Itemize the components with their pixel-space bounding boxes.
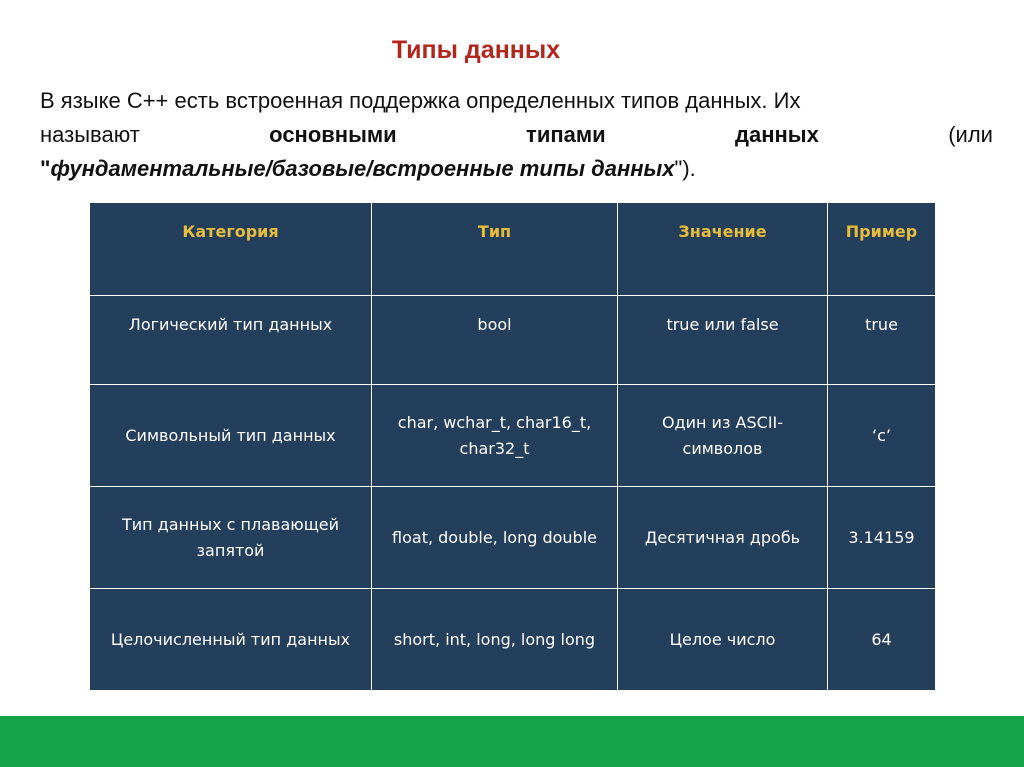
cell-value: Десятичная дробь bbox=[618, 487, 828, 589]
footer-bar bbox=[0, 716, 1024, 767]
cell-category: Тип данных с плавающей запятой bbox=[90, 487, 372, 589]
intro-word-ili: (или bbox=[948, 122, 993, 147]
cell-value: Один из ASCII-символов bbox=[618, 385, 828, 487]
header-example: Пример bbox=[828, 203, 936, 296]
header-type: Тип bbox=[372, 203, 618, 296]
intro-word-tipami: типами bbox=[526, 122, 606, 147]
data-types-table bbox=[89, 202, 936, 691]
intro-line-3 bbox=[40, 152, 993, 186]
header-category: Категория bbox=[90, 203, 372, 296]
cell-type: float, double, long double bbox=[372, 487, 618, 589]
cell-value: Целое число bbox=[618, 589, 828, 691]
cell-value: true или false bbox=[618, 296, 828, 385]
table-header-row bbox=[90, 203, 936, 296]
intro-tail: "). bbox=[674, 156, 696, 181]
cell-example: ‘c’ bbox=[828, 385, 936, 487]
cell-category: Целочисленный тип данных bbox=[90, 589, 372, 691]
slide-title: Типы данных bbox=[391, 36, 561, 64]
cell-example: 64 bbox=[828, 589, 936, 691]
intro-paragraph bbox=[40, 84, 993, 186]
table-row bbox=[90, 589, 936, 691]
intro-line-1: В языке C++ есть встроенная поддержка определенных типов данных. Их bbox=[40, 88, 801, 113]
intro-quote-open: " bbox=[40, 156, 51, 181]
cell-type: char, wchar_t, char16_t, char32_t bbox=[372, 385, 618, 487]
table-row bbox=[90, 385, 936, 487]
header-value: Значение bbox=[618, 203, 828, 296]
cell-category: Символьный тип данных bbox=[90, 385, 372, 487]
intro-word-dannyh: данных bbox=[735, 122, 819, 147]
table-row bbox=[90, 487, 936, 589]
cell-example: 3.14159 bbox=[828, 487, 936, 589]
cell-category: Логический тип данных bbox=[90, 296, 372, 385]
cell-type: bool bbox=[372, 296, 618, 385]
cell-example: true bbox=[828, 296, 936, 385]
intro-word-osnovnymi: основными bbox=[269, 122, 397, 147]
table-row bbox=[90, 296, 936, 385]
intro-word-nazyvayut: называют bbox=[40, 122, 140, 147]
cell-type: short, int, long, long long bbox=[372, 589, 618, 691]
intro-line-2 bbox=[40, 118, 993, 152]
intro-emphasis: фундаментальные/базовые/встроенные типы данных bbox=[50, 156, 675, 181]
